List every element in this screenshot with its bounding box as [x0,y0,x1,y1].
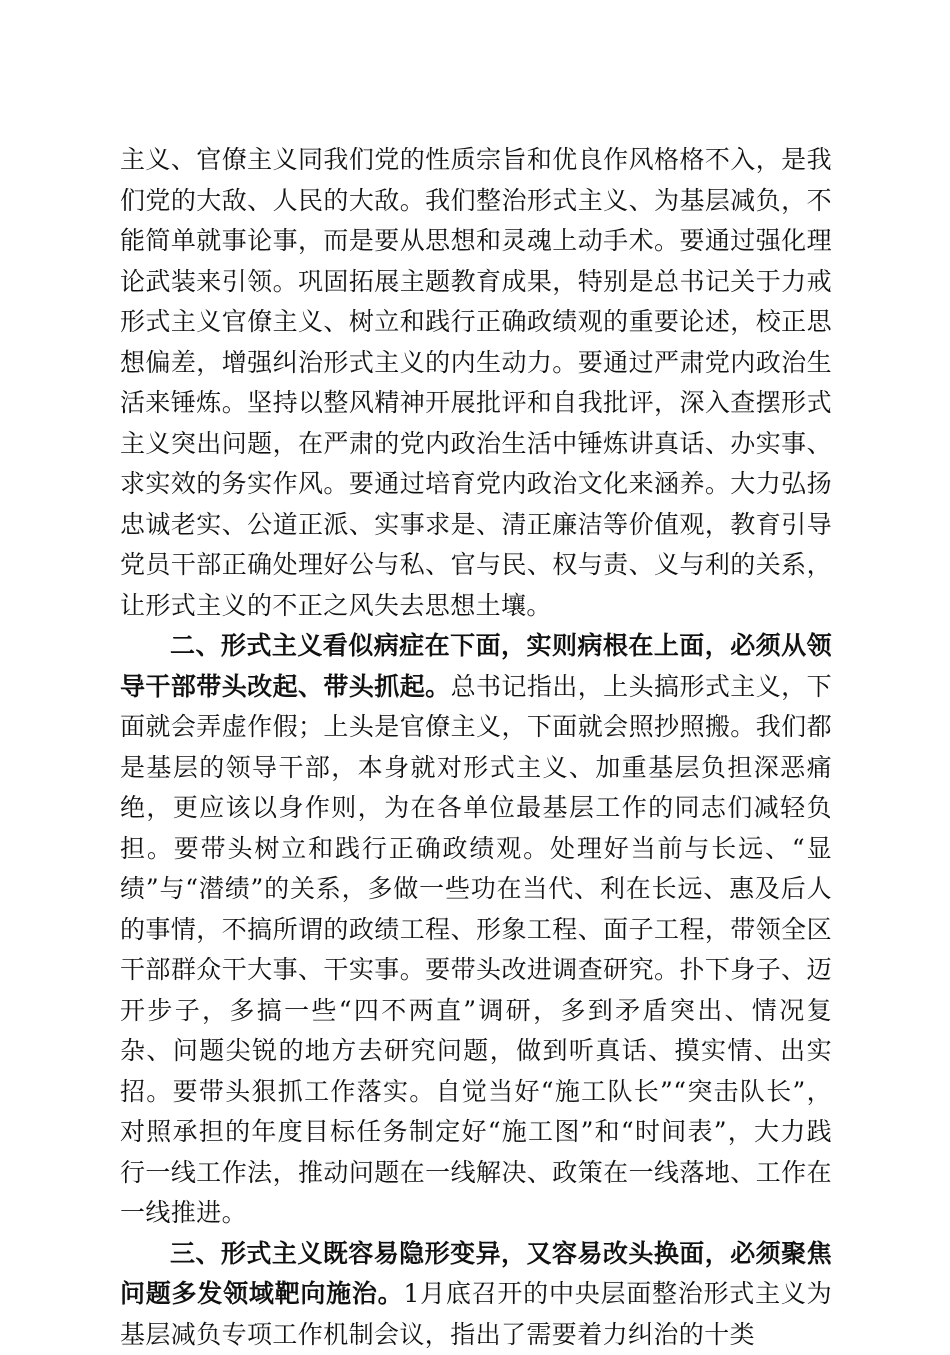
paragraph-text: 主义、官僚主义同我们党的性质宗旨和优良作风格格不入，是我们党的大敌、人民的大敌。我们整治形式主义、为基层减负，不能简单就事论事，而是要从思想和灵魂上动手术。要通过强化理论武装来引领。巩固拓展主题教育成果，特别是总书记关于力戒形式主义官僚主义、树立和践行正确政绩观的重要论述，校正思想偏差，增强纠治形式主义的内生动力。要通过严肃党内政治生活来锤炼。坚持以整风精神开展批评和自我批评，深入查摆形式主义突出问题，在严肃的党内政治生活中锤炼讲真话、办实事、求实效的务实作风。要通过培育党内政治文化来涵养。大力弘扬忠诚老实、公道正派、实事求是、清正廉洁等价值观，教育引导党员干部正确处理好公与私、官与民、权与责、义与利的关系，让形式主义的不正之风失去思想土壤。 [120,145,832,620]
section-heading: 二、形式主义看似病症在下面，实则病根在上面，必须从领导干部带头改起、带头抓起。 [120,631,832,701]
paragraph-continuation [120,140,832,626]
paragraph-text: 1月底召开的中央层面整治形式主义为基层减负专项工作机制会议，指出了需要着力纠治的十类 [120,1279,832,1349]
document-page [120,140,832,1355]
paragraph-section-three [120,1234,832,1355]
section-heading: 三、形式主义既容易隐形变异，又容易改头换面，必须聚焦问题多发领域靶向施治。 [120,1239,832,1309]
paragraph-text: 总书记指出，上头搞形式主义，下面就会弄虚作假；上头是官僚主义，下面就会照抄照搬。我们都是基层的领导干部，本身就对形式主义、加重基层负担深恶痛绝，更应该以身作则，为在各单位最基层工作的同志们减轻负担。要带头树立和践行正确政绩观。处理好当前与长远、“显绩”与“潜绩”的关系，多做一些功在当代、利在长远、惠及后人的事情，不搞所谓的政绩工程、形象工程、面子工程，带领全区干部群众干大事、干实事。要带头改进调查研究。扑下身子、迈开步子，多搞一些“四不两直”调研，多到矛盾突出、情况复杂、问题尖锐的地方去研究问题，做到听真话、摸实情、出实招。要带头狠抓工作落实。自觉当好“施工队长”“突击队长”，对照承担的年度目标任务制定好“施工图”和“时间表”，大力践行一线工作法，推动问题在一线解决、政策在一线落地、工作在一线推进。 [120,672,832,1228]
paragraph-section-two [120,626,832,1234]
